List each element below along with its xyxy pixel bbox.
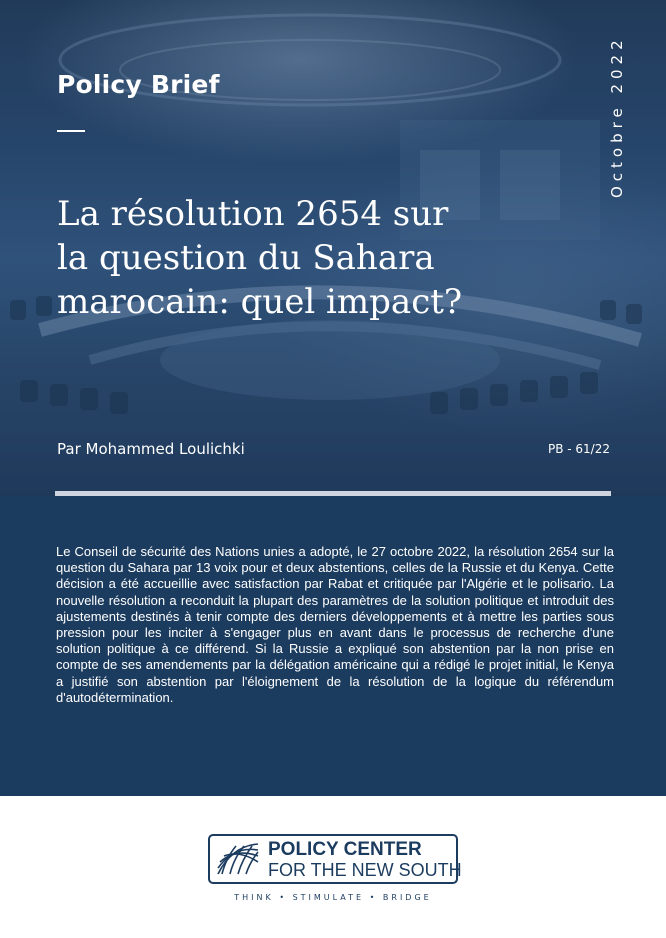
logo-tagline: THINK • STIMULATE • BRIDGE: [234, 893, 432, 902]
globe-grid-icon: [214, 840, 262, 878]
series-label: Policy Brief: [57, 70, 220, 99]
title-divider: [57, 130, 85, 132]
policy-center-logo[interactable]: [208, 834, 462, 884]
document-reference: PB - 61/22: [547, 442, 610, 456]
abstract-text: Le Conseil de sécurité des Nations unies a adopté, le 27 octobre 2022, la résolution 2654 sur la question du Sahara par 13 voix pour et deux abstentions, celles de la Russie et du Kenya. Cette décision a été accueillie avec satisfaction par Rabat et critiquée par l'Algérie et le polisario. La nouvelle résolution a reconduit la plupart des paramètres de la solution politique et introduit des ajustements destinés à tenir compte des derniers développements et à mettre les parties sous pression pour les inciter à s'engager plus en avant dans le processus de recherche d'une solution politique à ce différend. Si la Russie a expliqué son abstention par la non prise en compte de ses amendements par la délégation américaine qui a rédigé le projet initial, le Kenya a justifié son abstention par l'éloignement de la résolution de la logique du référendum d'autodétermination.: [56, 544, 614, 705]
logo-name-line1: POLICY CENTER: [268, 839, 422, 860]
logo-name-line2: FOR THE NEW SOUTH: [268, 860, 462, 880]
publication-date: Octobre 2022: [608, 35, 626, 198]
author-line: Par Mohammed Loulichki: [57, 440, 245, 458]
abstract-panel: [0, 496, 666, 796]
document-title: La résolution 2654 sur la question du Sahara marocain: quel impact?: [57, 194, 463, 322]
footer: [0, 796, 666, 938]
